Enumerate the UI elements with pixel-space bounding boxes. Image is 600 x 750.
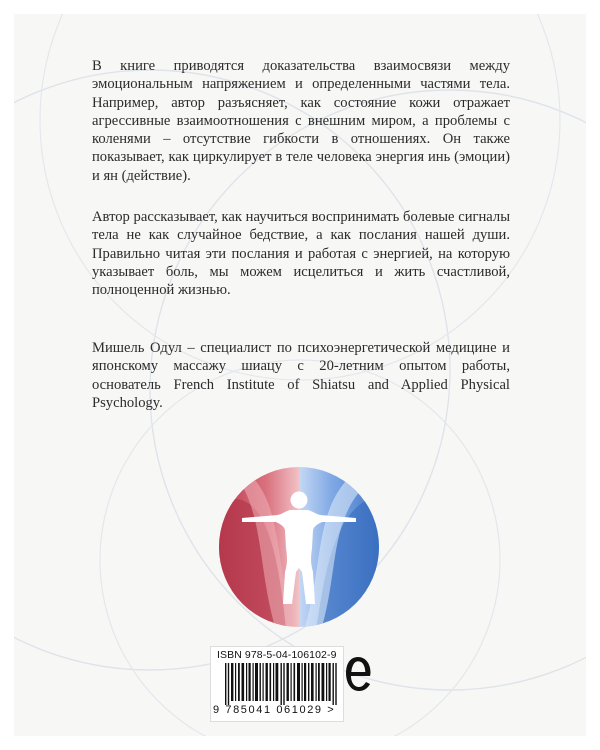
page-margin-right	[586, 0, 600, 750]
description-paragraph-2	[92, 208, 510, 299]
barcode-label	[210, 646, 344, 722]
body-energy-logo	[216, 464, 382, 630]
description-text-2: Автор рассказывает, как научиться воспринимать болевые сигналы тела не как случайное бедствие, а как послания нашей души. Правильно читая эти послания и работая с энергией, на которую указывает боль, мы можем исцелиться и жить счастливой, полноценной жизнью.	[92, 209, 510, 299]
page-margin-left	[0, 0, 14, 750]
page-margin-top	[0, 0, 600, 14]
publisher-logo-icon	[343, 653, 373, 697]
barcode-bars	[225, 663, 339, 705]
author-bio-text: Мишель Одул – специалист по психоэнергетической медицине и японскому массажу шиацу с 20-летним опытом работы, основатель French Institute of Shiatsu and Applied Physical Psychology.	[92, 340, 510, 411]
barcode-number: 9 785041 061029 >	[213, 704, 336, 716]
description-text-1: В книге приводятся доказательства взаимосвязи между эмоциональным напряжением и определенными частями тела. Например, автор разъясняет, как состояние кожи отражает агрессивные взаимоотношения с внешним миром, а проблемы с коленями – отсутствие гибкости в отношениях. Он также показывает, как циркулирует в теле человека энергия инь (эмоции) и ян (действие).	[92, 58, 510, 184]
description-paragraph-1	[92, 57, 510, 185]
isbn-text: ISBN 978-5-04-106102-9	[217, 649, 337, 661]
author-bio-paragraph	[92, 339, 510, 412]
page-margin-bottom	[0, 736, 600, 750]
